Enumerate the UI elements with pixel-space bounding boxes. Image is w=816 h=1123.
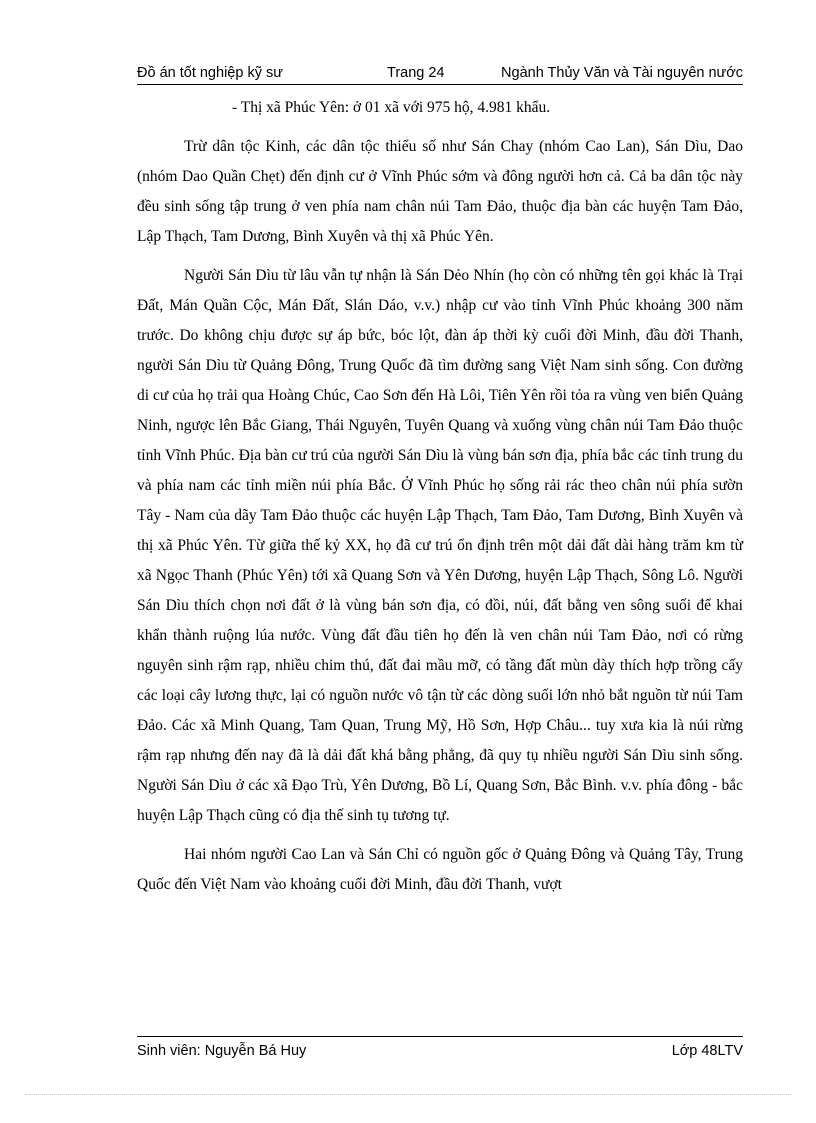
header-page-number: Trang 24 — [387, 65, 445, 81]
header-department: Ngành Thủy Văn và Tài nguyên nước — [501, 65, 743, 81]
page-footer — [137, 1042, 743, 1062]
page-header — [137, 64, 743, 85]
footer-student-name: Sinh viên: Nguyễn Bá Huy — [137, 1043, 307, 1059]
footer-class: Lớp 48LTV — [671, 1043, 743, 1059]
header-thesis-title: Đồ án tốt nghiệp kỹ sư — [137, 65, 283, 81]
body-text — [137, 93, 743, 900]
paragraph-cao-lan-san-chi: Hai nhóm người Cao Lan và Sán Chỉ có nguồn gốc ở Quảng Đông và Quảng Tây, Trung Quốc đến Việt Nam vào khoảng cuối đời Minh, đầu đời Thanh, vượt — [137, 846, 743, 893]
footer-divider — [137, 1036, 743, 1037]
list-item-phuc-yen: - Thị xã Phúc Yên: ở 01 xã với 975 hộ, 4.981 khẩu. — [232, 99, 551, 116]
paragraph-san-diu: Người Sán Dìu từ lâu vẫn tự nhận là Sán Dẻo Nhín (họ còn có những tên gọi khác là Trại Đất, Mán Quần Cộc, Mán Đất, Slán Dáo, v.v.) nhập cư vào tỉnh Vĩnh Phúc khoảng 300 năm trước. Do không chịu được sự áp bức, bóc lột, đàn áp thời kỳ cuối đời Minh, đầu đời Thanh, người Sán Dìu từ Quảng Đông, Trung Quốc đã tìm đường sang Việt Nam sinh sống. Con đường di cư của họ trải qua Hoàng Chúc, Cao Sơn đến Hà Lôi, Tiên Yên rồi tỏa ra vùng ven biển Quảng Ninh, ngược lên Bắc Giang, Thái Nguyên, Tuyên Quang và xuống vùng chân núi Tam Đảo thuộc tỉnh Vĩnh Phúc. Địa bàn cư trú của người Sán Dìu là vùng bán sơn địa, phía bắc các tỉnh trung du và phía nam các tỉnh miền núi phía Bắc. Ở Vĩnh Phúc họ sống rải rác theo chân núi phía sườn Tây - Nam của dãy Tam Đảo thuộc các huyện Lập Thạch, Tam Đảo, Tam Dương, Bình Xuyên và thị xã Phúc Yên. Từ giữa thế kỷ XX, họ đã cư trú ổn định trên một dải đất dài hàng trăm km từ xã Ngọc Thanh (Phúc Yên) tới xã Quang Sơn và Yên Dương, huyện Lập Thạch, Sông Lô. Người Sán Dìu thích chọn nơi đất ở là vùng bán sơn địa, có đồi, núi, đất bằng ven sông suối để khai khẩn thành ruộng lúa nước. Vùng đất đầu tiên họ đến là ven chân núi Tam Đảo, nơi có rừng nguyên sinh rậm rạp, nhiều chim thú, đất đai mầu mỡ, có tầng đất mùn dày thích hợp trồng cấy các loại cây lương thực, lại có nguồn nước vô tận từ các dòng suối lớn nhỏ bắt nguồn từ núi Tam Đảo. Các xã Minh Quang, Tam Quan, Trung Mỹ, Hồ Sơn, Hợp Châu... tuy xưa kia là núi rừng rậm rạp nhưng đến nay đã là dải đất khá bằng phẳng, đã quy tụ nhiều người Sán Dìu sinh sống. Người Sán Dìu ở các xã Đạo Trù, Yên Dương, Bồ Lí, Quang Sơn, Bắc Bình. v.v. phía đông - bắc huyện Lập Thạch cũng có địa thế sinh tụ tương tự. — [137, 267, 743, 824]
page-break-marker — [25, 1094, 791, 1095]
paragraph-ethnic-groups: Trừ dân tộc Kinh, các dân tộc thiểu số như Sán Chay (nhóm Cao Lan), Sán Dìu, Dao (nhóm Dao Quần Chẹt) đến định cư ở Vĩnh Phúc sớm và đông người hơn cả. Cả ba dân tộc này đều sinh sống tập trung ở ven phía nam chân núi Tam Đảo, thuộc địa bàn các huyện Tam Đảo, Lập Thạch, Tam Dương, Bình Xuyên và thị xã Phúc Yên. — [137, 138, 743, 245]
